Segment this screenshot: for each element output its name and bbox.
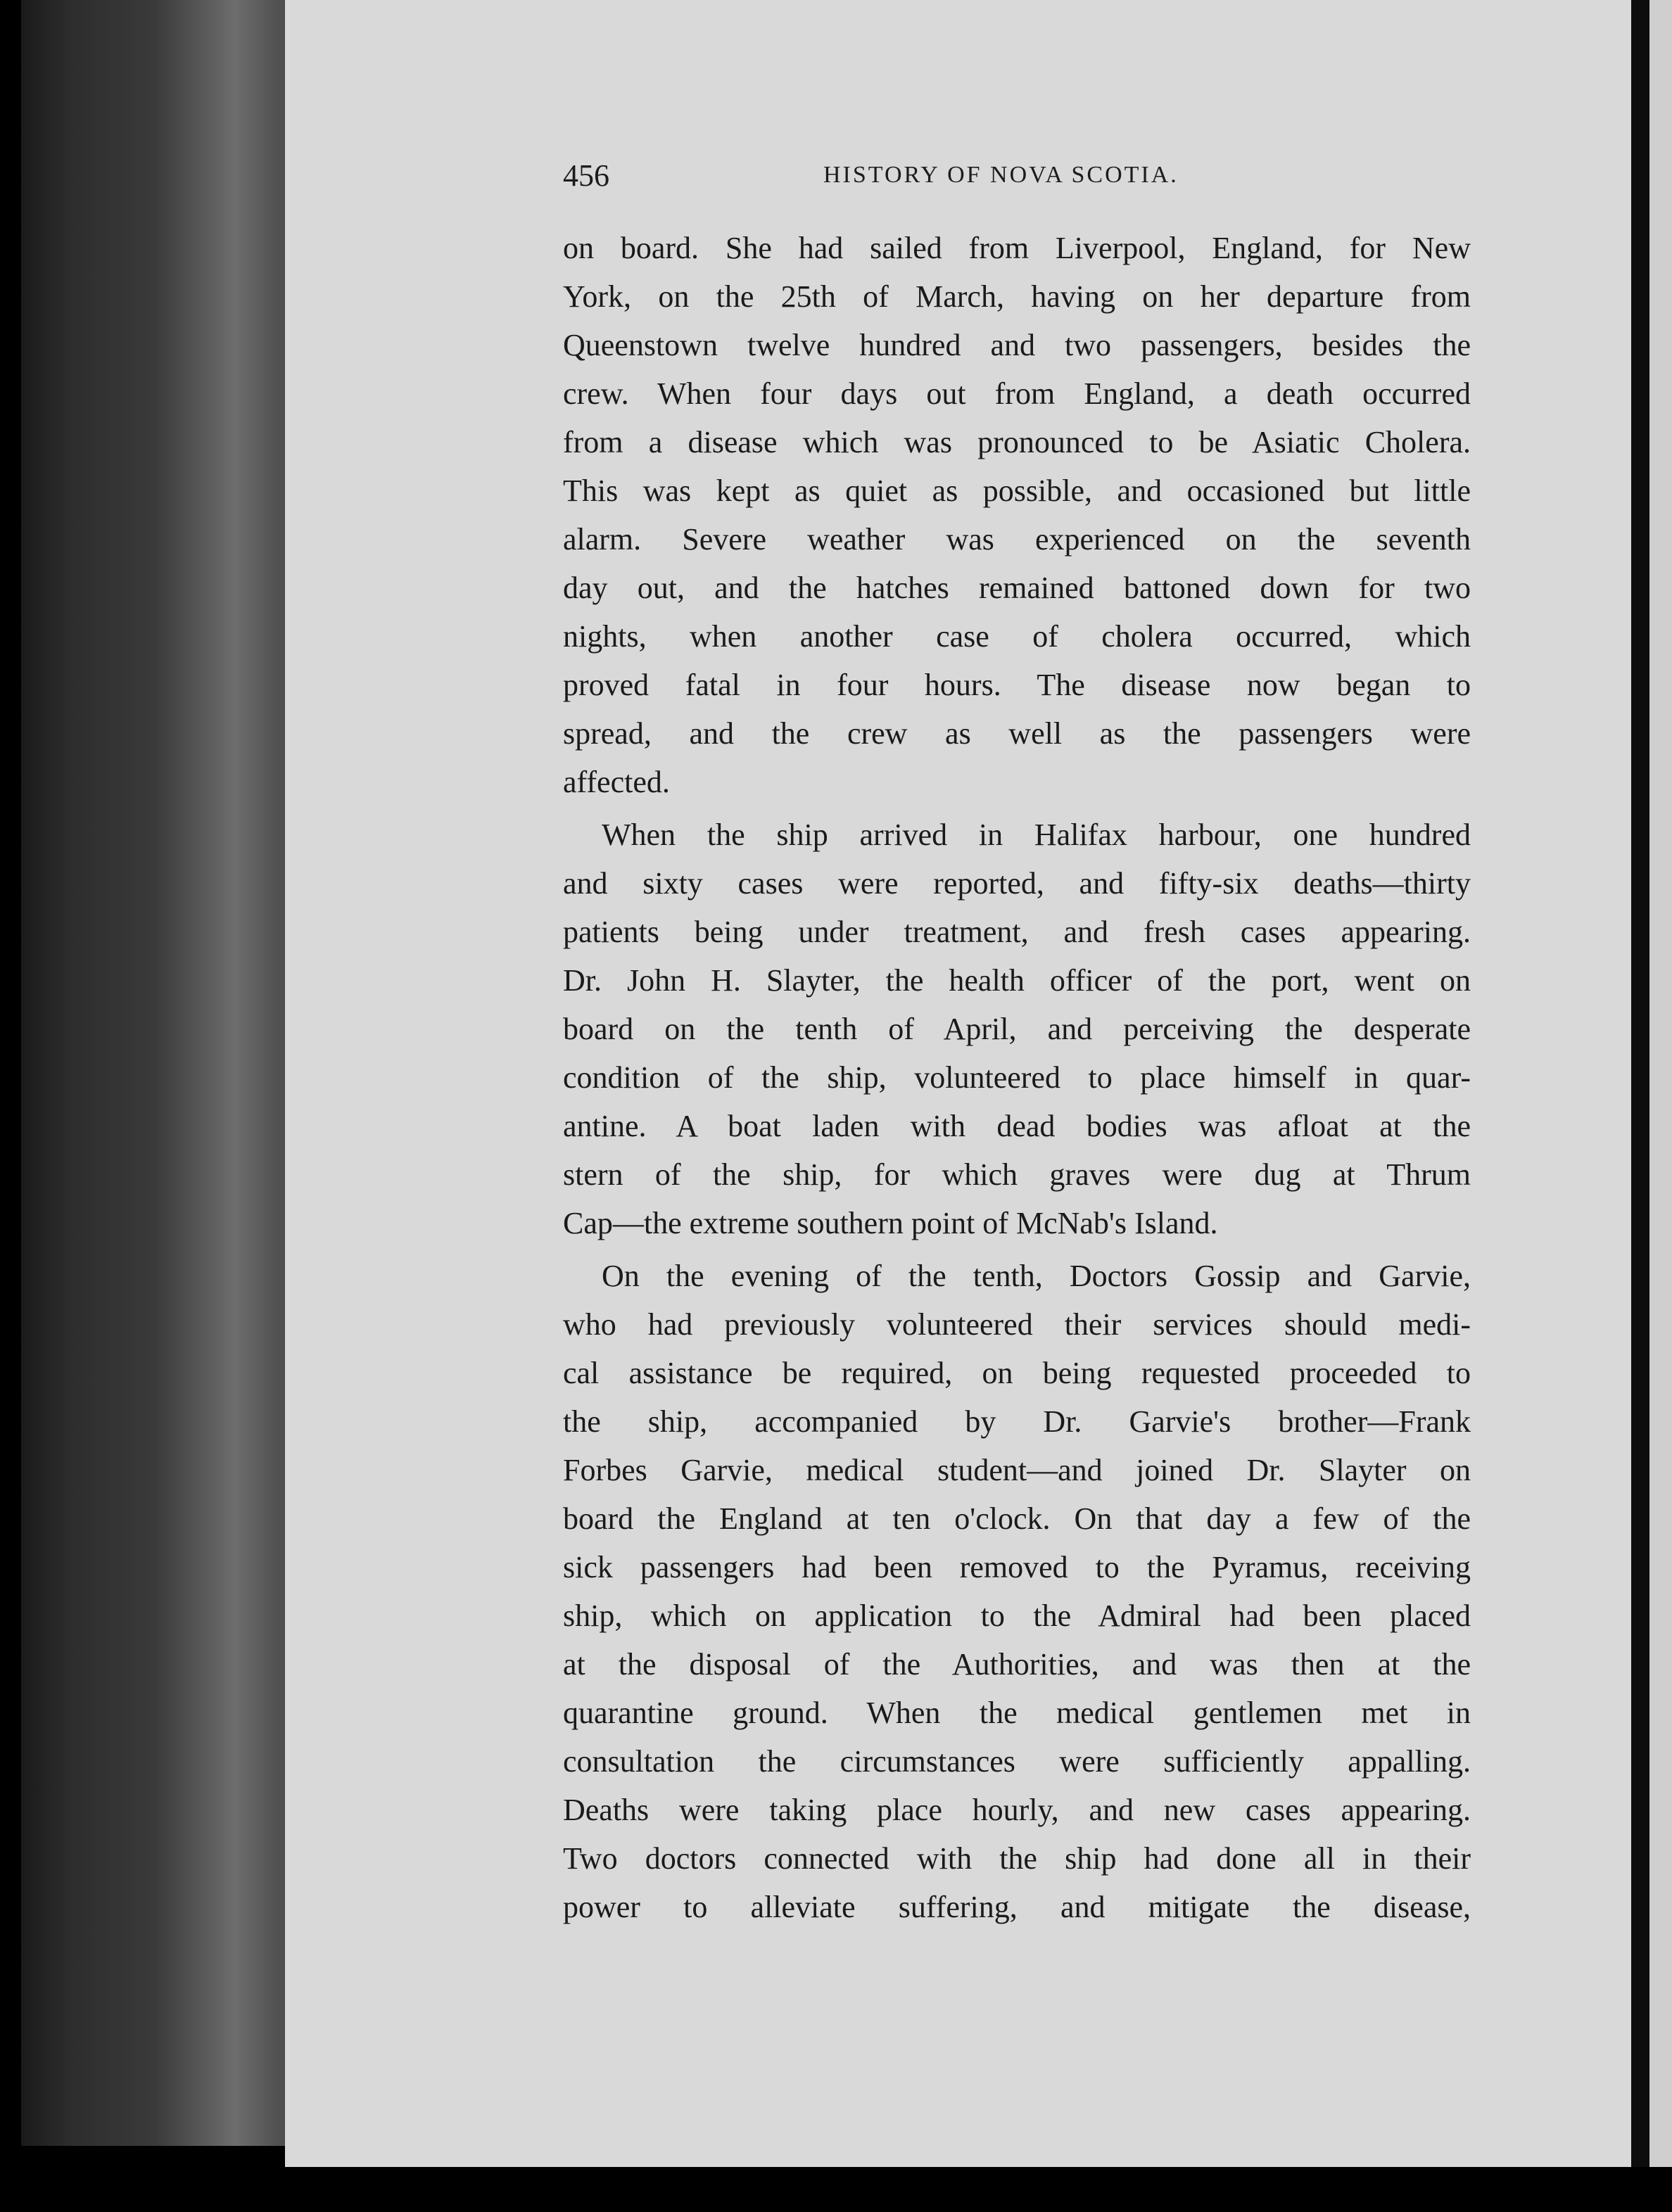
- text-line: Forbes Garvie, medical student—and joined Dr. Slayter on: [563, 1453, 1471, 1487]
- running-head: HISTORY OF NOVA SCOTIA.: [823, 162, 1179, 188]
- page-header: [563, 158, 1471, 200]
- text-line: consultation the circumstances were sufficiently appalling.: [563, 1744, 1471, 1779]
- text-line: This was kept as quiet as possible, and occasioned but little: [563, 473, 1471, 508]
- text-line: proved fatal in four hours. The disease now began to: [563, 668, 1471, 702]
- text-line: who had previously volunteered their services should medi-: [563, 1307, 1471, 1342]
- text-line: from a disease which was pronounced to be Asiatic Cholera.: [563, 425, 1471, 459]
- text-line: York, on the 25th of March, having on her departure from: [563, 279, 1471, 314]
- text-line: On the evening of the tenth, Doctors Gossip and Garvie,: [602, 1259, 1471, 1293]
- text-line: condition of the ship, volunteered to place himself in quar-: [563, 1060, 1471, 1095]
- text-line: Queenstown twelve hundred and two passengers, besides the: [563, 328, 1471, 362]
- text-line: Two doctors connected with the ship had done all in their: [563, 1841, 1471, 1876]
- text-line: Deaths were taking place hourly, and new cases appearing.: [563, 1793, 1471, 1827]
- page-gutter-shadow: [1631, 0, 1649, 2167]
- text-line: When the ship arrived in Halifax harbour, one hundred: [602, 818, 1471, 852]
- text-line: board the England at ten o'clock. On that day a few of the: [563, 1501, 1471, 1536]
- text-line: board on the tenth of April, and perceiving the desperate: [563, 1012, 1471, 1046]
- text-line: nights, when another case of cholera occurred, which: [563, 619, 1471, 654]
- text-line: the ship, accompanied by Dr. Garvie's brother—Frank: [563, 1404, 1471, 1439]
- facing-page-edge: [1649, 0, 1672, 2167]
- text-line: spread, and the crew as well as the passengers were: [563, 716, 1471, 751]
- page-number: 456: [563, 158, 609, 193]
- body-text: [563, 224, 1471, 1931]
- text-line: cal assistance be required, on being requested proceeded to: [563, 1356, 1471, 1390]
- text-line: on board. She had sailed from Liverpool, England, for New: [563, 231, 1471, 265]
- text-line: sick passengers had been removed to the Pyramus, receiving: [563, 1550, 1471, 1584]
- text-line: and sixty cases were reported, and fifty-six deaths—thirty: [563, 866, 1471, 901]
- text-line: alarm. Severe weather was experienced on the seventh: [563, 522, 1471, 557]
- text-line: at the disposal of the Authorities, and was then at the: [563, 1647, 1471, 1682]
- text-line: patients being under treatment, and fresh cases appearing.: [563, 915, 1471, 949]
- text-line: ship, which on application to the Admiral had been placed: [563, 1598, 1471, 1633]
- text-line: crew. When four days out from England, a death occurred: [563, 376, 1471, 411]
- text-line: antine. A boat laden with dead bodies was afloat at the: [563, 1109, 1471, 1143]
- text-line: affected.: [563, 765, 670, 799]
- text-line: Dr. John H. Slayter, the health officer of the port, went on: [563, 963, 1471, 998]
- text-line: day out, and the hatches remained battoned down for two: [563, 571, 1471, 605]
- book-page-edges: [21, 0, 289, 2146]
- text-line: Cap—the extreme southern point of McNab's Island.: [563, 1206, 1218, 1240]
- text-line: power to alleviate suffering, and mitigate the disease,: [563, 1890, 1471, 1924]
- text-line: stern of the ship, for which graves were dug at Thrum: [563, 1157, 1471, 1192]
- text-line: quarantine ground. When the medical gentlemen met in: [563, 1696, 1471, 1730]
